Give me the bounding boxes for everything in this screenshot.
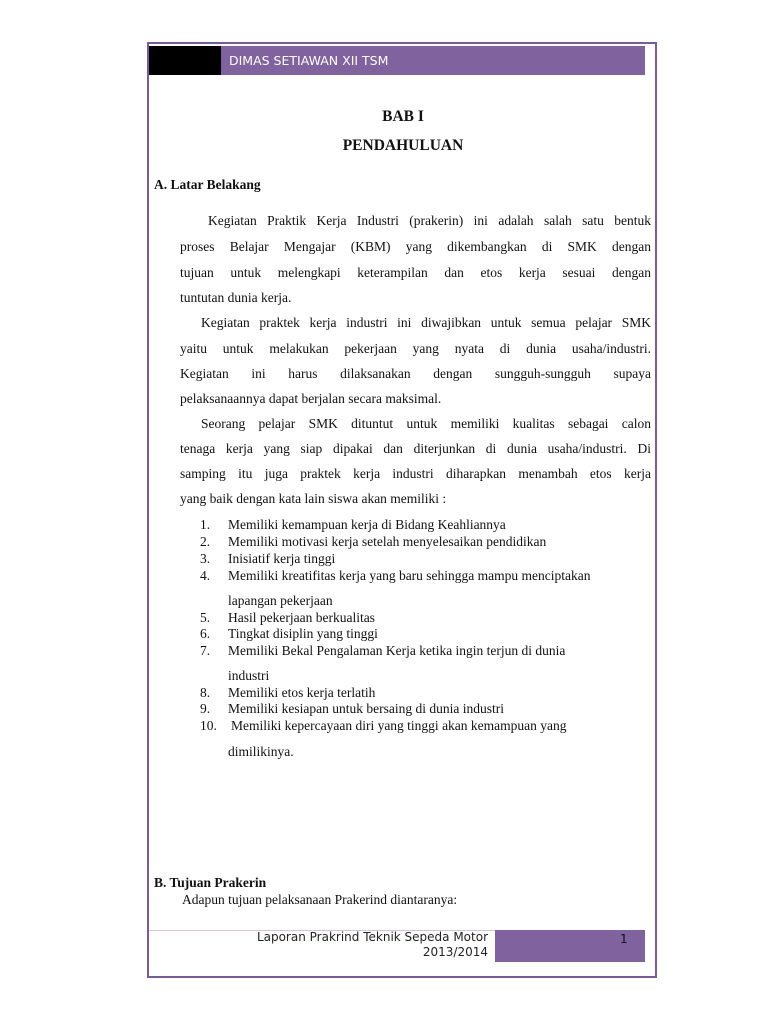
p3-line-4: yang baik dengan kata lain siswa akan memiliki : <box>180 491 447 506</box>
list-item-7-cont: industri <box>228 668 270 683</box>
p2-line-3: Kegiatan ini harus dilaksanakan dengan sungguh-sungguh supaya <box>180 366 651 381</box>
list-item-4-cont: lapangan pekerjaan <box>228 593 333 608</box>
list-item-4: Memiliki kreatifitas kerja yang baru sehingga mampu menciptakan <box>228 568 591 583</box>
chapter-number: BAB I <box>382 108 424 125</box>
list-item-5: Hasil pekerjaan berkualitas <box>228 610 375 625</box>
footer-line-1: Laporan Prakrind Teknik Sepeda Motor <box>256 930 488 944</box>
list-num-8: 8. <box>200 685 211 700</box>
list-item-10: Memiliki kepercayaan diri yang tinggi akan kemampuan yang <box>231 718 567 733</box>
list-num-9: 9. <box>200 701 211 716</box>
p1-line-2: proses Belajar Mengajar (KBM) yang dikembangkan di SMK dengan <box>180 239 651 254</box>
list-item-1: Memiliki kemampuan kerja di Bidang Keahliannya <box>228 517 506 532</box>
p2-line-2: yaitu untuk melakukan pekerjaan yang nyata di dunia usaha/industri. <box>180 341 651 356</box>
p1-line-3: tujuan untuk melengkapi keterampilan dan etos kerja sesuai dengan <box>180 265 651 280</box>
p2-line-4: pelaksanaannya dapat berjalan secara maksimal. <box>180 391 442 406</box>
chapter-title: PENDAHULUAN <box>342 137 464 154</box>
section-b-heading: B. Tujuan Prakerin <box>154 875 267 890</box>
list-num-3: 3. <box>200 551 211 566</box>
list-item-10-cont: dimilikinya. <box>228 744 294 759</box>
list-item-8: Memiliki etos kerja terlatih <box>228 685 376 700</box>
footer-title <box>200 930 488 959</box>
list-item-7: Memiliki Bekal Pengalaman Kerja ketika ingin terjun di dunia <box>228 643 566 658</box>
section-b-intro: Adapun tujuan pelaksanaan Prakerind diantaranya: <box>182 892 458 907</box>
list-num-2: 2. <box>200 534 211 549</box>
list-item-2: Memiliki motivasi kerja setelah menyelesaikan pendidikan <box>228 534 547 549</box>
p3-line-3: samping itu juga praktek kerja industri diharapkan menambah etos kerja <box>180 466 651 481</box>
list-num-4: 4. <box>200 568 211 583</box>
p1-line-4: tuntutan dunia kerja. <box>180 290 292 305</box>
p2-line-1: Kegiatan praktek kerja industri ini diwajibkan untuk semua pelajar SMK <box>201 315 651 330</box>
p1-line-1: Kegiatan Praktik Kerja Industri (prakerin) ini adalah salah satu bentuk <box>208 213 651 228</box>
header-black-block <box>149 46 221 75</box>
list-num-7: 7. <box>200 643 211 658</box>
list-num-1: 1. <box>200 517 211 532</box>
list-item-3: Inisiatif kerja tinggi <box>228 551 336 566</box>
p3-line-2: tenaga kerja yang siap dipakai dan diterjunkan di dunia usaha/industri. Di <box>180 441 651 456</box>
list-num-5: 5. <box>200 610 211 625</box>
page-number: 1 <box>620 932 628 946</box>
header-author: DIMAS SETIAWAN XII TSM <box>221 46 645 75</box>
list-item-9: Memiliki kesiapan untuk bersaing di dunia industri <box>228 701 504 716</box>
list-item-6: Tingkat disiplin yang tinggi <box>228 626 378 641</box>
list-num-6: 6. <box>200 626 211 641</box>
footer-line-2: 2013/2014 <box>422 944 488 959</box>
list-num-10: 10. <box>200 718 217 733</box>
p3-line-1: Seorang pelajar SMK dituntut untuk memiliki kualitas sebagai calon <box>201 416 651 431</box>
section-a-heading: A. Latar Belakang <box>154 177 261 192</box>
